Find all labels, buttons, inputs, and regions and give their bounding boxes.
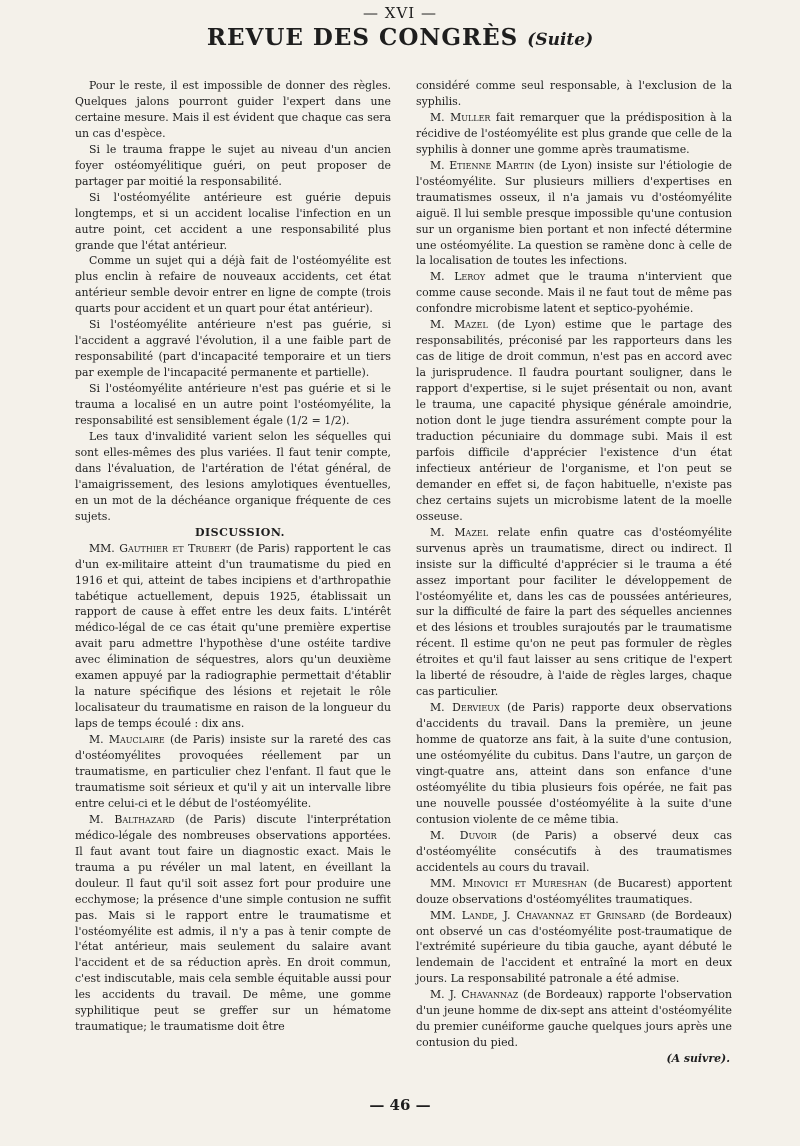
discussion-paragraph — [416, 700, 732, 828]
paragraph-text: (de Paris) discute l'interprétation médico-légale des nombreuses observations apportées. Il faut avant tout faire un diagnostic exact. Mais le trauma a pu révéler un mal latent, en éveillant la douleur. Il faut qu'il soit assez fort pour produire une ecchymose; la présence d'une simple contusion ne suffit pas. Mais si le rapport entre le traumatisme et l'ostéomyélite est admis, il n'y a pas à tenir compte de l'état antérieur, mais seulement du salaire avant l'accident et de sa réduction après. En droit commun, c'est indiscutable, mais cela semble équitable aussi pour les accidents du travail. De même, une gomme syphilitique peut se greffer sur un hématome traumatique; le traumatisme doit être — [75, 812, 391, 1034]
speaker-names: MM. Lande, J. Chavannaz et Grinsard — [430, 908, 646, 922]
paragraph-text: admet que le trauma n'intervient que comme cause seconde. Mais il ne faut tout de même pas confondre microbisme latent et septico-pyohémie. — [416, 270, 732, 316]
discussion-paragraph — [416, 876, 732, 908]
speaker-names: M. Mazel — [430, 318, 488, 332]
speaker-names: M. J. Chavannaz — [430, 988, 519, 1002]
paragraph-text: (de Bucarest) apportent douze observations d'ostéomyélites traumatiques. — [416, 876, 733, 906]
discussion-paragraph — [75, 541, 391, 732]
right-column — [416, 78, 732, 1067]
discussion-paragraph — [416, 525, 732, 700]
paragraph: Pour le reste, il est impossible de donner des règles. Quelques jalons pourront guider l'expert dans une certaine mesure. Mais il est évident que chaque cas sera un cas d'espèce. — [75, 79, 391, 140]
discussion-paragraph — [416, 828, 732, 876]
paragraph: Si l'ostéomyélite antérieure n'est pas guérie et si le trauma a localisé en un autre point l'ostéomyélite, la responsabilité est sensiblement égale (1/2 = 1/2). — [75, 382, 391, 428]
discussion-paragraph — [75, 812, 391, 1035]
to-be-continued: (A suivre). — [666, 1052, 730, 1066]
speaker-names: MM. Minovici et Mureshan — [430, 876, 588, 890]
page-title — [0, 24, 800, 51]
paragraph: Si le trauma frappe le sujet au niveau d'un ancien foyer ostéomyélitique guéri, on peut proposer de partager par moitié la responsabilité. — [75, 142, 391, 188]
paragraph: Les taux d'invalidité varient selon les séquelles qui sont elles-mêmes des plus variées. Il faut tenir compte, dans l'évaluation, de l'artération de l'état général, de l'amaigrissement, des lesions amylotiques éventuelles, en un mot de la déchéance organique fréquente de ces sujets. — [75, 429, 391, 523]
paragraph-text: fait remarquer que la prédisposition à la récidive de l'ostéomyélite est plus grande que celle de la syphilis à donner une gomme après traumatisme. — [416, 110, 732, 156]
speaker-names: MM. Gauthier et Trubert — [89, 541, 232, 555]
discussion-paragraph — [416, 269, 732, 317]
speaker-names: M. Mauclaire — [89, 733, 165, 747]
speaker-names: M. Mazel — [430, 525, 489, 539]
paragraph-text: (de Lyon) estime que le partage des responsabilités, préconisé par les rapporteurs dans les cas de litige de droit commun, n'est pas en accord avec la jurisprudence. Il faudra pourtant souligner, dans le rapport d'expertise, si le sujet présentait ou non, avant le trauma, une capacité physique générale amoindrie, notion dont le juge tiendra assurément compte pour la traduction pécuniaire du dommage subi. Mais il est parfois difficile d'apprécier l'existence d'un état infectieux antérieur de l'organisme, et l'on peut se demander en effet si, de façon habituelle, n'existe pas chez certains sujets un microbisme latent de la moelle osseuse. — [416, 318, 732, 523]
title-suffix: (Suite) — [527, 30, 594, 50]
discussion-paragraph — [75, 732, 391, 812]
paragraph: Comme un sujet qui a déjà fait de l'ostéomyélite est plus enclin à refaire de nouveaux accidents, cet état antérieur semble devoir entrer en ligne de compte (trois quarts pour accident et un quart pour état antérieur). — [75, 254, 391, 316]
discussion-paragraph — [416, 110, 732, 158]
continuation-text: considéré comme seul responsable, à l'exclusion de la syphilis. — [416, 79, 732, 108]
speaker-names: M. Duvoir — [430, 828, 497, 842]
paragraph: Si l'ostéomyélite antérieure est guérie depuis longtemps, et si un accident localise l'infection en un autre point, cet accident a une responsabilité plus grande que l'état antérieur. — [75, 190, 391, 252]
discussion-paragraph — [416, 317, 732, 524]
paragraph-text: (de Paris) rapporte deux observations d'accidents du travail. Dans la première, un jeune homme de quatorze ans fait, à la suite d'une contusion, une ostéomyélite du cubitus. Dans l'autre, un garçon de vingt-quatre ans, atteint dans son enfance d'une ostéomyélite du tibia plusieurs fois opérée, ne fait pas une nouvelle poussée d'ostéomyélite à la suite d'une contusion violente de ce même tibia. — [416, 701, 732, 826]
paragraph-text: (de Lyon) insiste sur l'étiologie de l'ostéomyélite. Sur plusieurs milliers d'expertises en traumatismes osseux, il n'a jamais vu d'ostéomyélite aiguë. Il lui semble presque impossible qu'une contusion sur un organisme bien portant et non infecté détermine une ostéomyélite. La question se ramène donc à celle de la localisation de toutes les infections. — [416, 158, 732, 268]
paragraph-text: (de Bordeaux) rapporte l'observation d'un jeune homme de dix-sept ans atteint d'ostéomyélite du premier cunéiforme gauche quelques jours après une contusion du pied. — [416, 988, 732, 1050]
roman-page-number: — XVI — — [363, 4, 437, 22]
paragraph-text: (de Paris) a observé deux cas d'ostéomyélite consécutifs à des traumatismes accidentels au cours du travail. — [416, 828, 732, 874]
speaker-names: M. Muller — [430, 110, 491, 124]
left-column — [75, 78, 391, 1035]
discussion-paragraph — [416, 158, 732, 270]
speaker-names: M. Leroy — [430, 270, 486, 284]
paragraph: Si l'ostéomyélite antérieure n'est pas guérie, si l'accident a aggravé l'évolution, il a une faible part de responsabilité (part d'incapacité temporaire et un tiers par exemple de l'incapacité permanente et partielle). — [75, 318, 391, 380]
paragraph-text: (de Bordeaux) ont observé un cas d'ostéomyélite post-traumatique de l'extrémité supérieure du tibia gauche, ayant débuté le lendemain de l'accident et entraîné la mort en deux jours. La responsabilité patronale a été admise. — [416, 908, 732, 986]
paragraph-text: (de Paris) rapportent le cas d'un ex-militaire atteint d'un traumatisme du pied en 1916 et qui, atteint de tabes incipiens et d'arthropathie tabétique actuellement, depuis 1925, établissait un rapport de cause à effet entre les deux faits. L'intérêt médico-légal de ce cas était qu'une première expertise avait paru admettre l'hypothèse d'une ostéite tardive avec élimination de séquestres, alors qu'un deuxième examen appuyé par la radiographie permettait d'établir la nature spécifique des lésions et rejetait le rôle localisateur du traumatisme en raison de la longueur du laps de temps écoulé : dix ans. — [75, 541, 391, 731]
paragraph-text: (de Paris) insiste sur la rareté des cas d'ostéomyélites provoquées réellement par un traumatisme, en particulier chez l'enfant. Il faut que le traumatisme soit sérieux et qu'il y ait un intervalle libre entre celui-ci et le début de l'ostéomyélite. — [75, 733, 392, 810]
page-number: — 46 — — [369, 1096, 431, 1114]
speaker-names: M. Balthazard — [89, 812, 175, 826]
title-text: REVUE DES CONGRÈS — [206, 24, 519, 51]
discussion-paragraph — [416, 987, 732, 1051]
discussion-heading: DISCUSSION. — [194, 525, 286, 539]
speaker-names: M. Etienne Martin — [430, 158, 535, 172]
discussion-paragraph — [416, 908, 732, 988]
paragraph-text: relate enfin quatre cas d'ostéomyélite survenus après un traumatisme, direct ou indirect. Il insiste sur la difficulté d'apprécier si le trauma a été assez important pour faciliter le développement de l'ostéomyélite et, dans les cas de poussées antérieures, sur la difficulté de faire la part des séquelles anciennes et des lésions et troubles surajoutés par le traumatisme récent. Il estime qu'on ne peut pas formuler de règles étroites et qu'il faut laisser au sens critique de l'expert la liberté de résoudre, à l'aide de règles larges, chaque cas particulier. — [416, 525, 732, 699]
speaker-names: M. Dervieux — [430, 701, 500, 715]
